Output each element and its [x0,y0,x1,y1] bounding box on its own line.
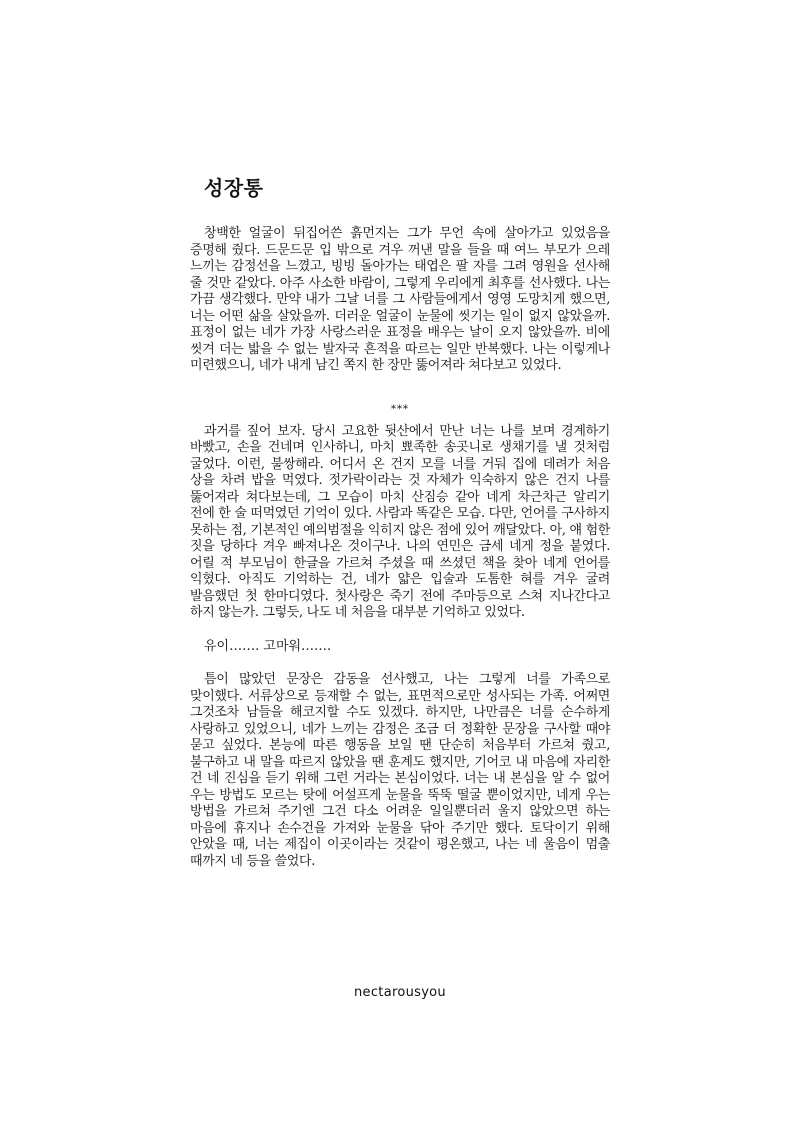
author-name: nectarousyou [354,985,446,1000]
spacer [190,416,610,424]
paragraph-3: 틈이 많았던 문장은 감동을 선사했고, 나는 그렇게 너를 가족으로 맞이했다. 서류상으로 등재할 수 없는, 표면적으로만 성사되는 가족. 어쩌면 그것조차 남들을 해코지할 수도 있겠다. 하지만, 나만큼은 너를 순수하게 사랑하고 있었으니, 네가 느끼는 감정은 조금 더 정확한 문장을 구사할 때야 묻고 싶었다. 본능에 따른 행동을 보일 땐 단순히 처음부터 가르쳐 줬고, 불구하고 내 말을 따르지 않았을 땐 훈계도 했지만, 기어코 내 마음에 자리한 건 네 진심을 듣기 위해 그런 거라는 본심이었다. 너는 내 본심을 알 수 없어 우는 방법도 모르는 탓에 어설프게 눈물을 뚝뚝 떨굴 뿐이었지만, 네게 우는 방법을 가르쳐 주기엔 그건 다소 어려운 일일뿐더러 울지 않았으면 하는 마음에 휴지나 손수건을 가져와 눈물을 닦아 주기만 했다. 토닥이기 위해 안았을 때, 너는 제집이 이곳이라는 것같이 평온했고, 나는 네 울음이 멈출 때까지 네 등을 쓸었다. [190,672,610,869]
spacer [190,375,610,404]
dialogue-line: 유이……. 고마워……. [204,638,332,654]
page-title: 성장통 [204,176,264,200]
story-body [190,226,610,870]
paragraph-1: 창백한 얼굴이 뒤집어쓴 흙먼지는 그가 무언 속에 살아가고 있었음을 증명해 줬다. 드문드문 입 밖으로 겨우 꺼낸 말을 들을 때 여느 부모가 으레 느끼는 감정선을 느꼈고, 빙빙 돌아가는 태엽은 팔 자를 그려 영원을 선사해 줄 것만 같았다. 아주 사소한 바람이, 그렇게 우리에게 최후를 선사했다. 나는 가끔 생각했다. 만약 내가 그날 너를 그 사람들에게서 영영 도망치게 했으면, 너는 어떤 삶을 살았을까. 더러운 얼굴이 눈물에 씻기는 일이 없지 않았을까. 표정이 없는 네가 가장 사랑스러운 표정을 배우는 날이 오지 않았을까. 비에 씻겨 더는 밟을 수 없는 발자국 흔적을 따르는 일만 반복했다. 나는 이렇게나 미련했으니, 네가 내게 남긴 쪽지 한 장만 뚫어져라 쳐다보고 있었다. [190,226,610,373]
section-separator: *** [391,403,409,415]
paragraph-2: 과거를 짚어 보자. 당시 고요한 뒷산에서 만난 너는 나를 보며 경계하기 바빴고, 손을 건네며 인사하니, 마치 뾰족한 송곳니로 생채기를 낼 것처럼 굴었다. 이런, 불쌍해라. 어디서 온 건지 모를 너를 거둬 집에 데려가 처음 상을 차려 밥을 먹였다. 젓가락이라는 것 자체가 익숙하지 않은 건지 나를 뚫어져라 쳐다보는데, 그 모습이 마치 산짐승 같아 네게 차근차근 알리기 전에 한 술 떠먹였던 기억이 있다. 사람과 똑같은 모습. 다만, 언어를 구사하지 못하는 점, 기본적인 예의범절을 익히지 않은 점에 있어 깨달았다. 아, 얘 험한 짓을 당하다 겨우 빠져나온 것이구나. 나의 연민은 금세 네게 정을 붙였다. 어릴 적 부모님이 한글을 가르쳐 주셨을 때 쓰셨던 책을 찾아 네게 언어를 익혔다. 아직도 기억하는 건, 네가 얇은 입술과 도톰한 혀를 겨우 굴려 발음했던 첫 한마디였다. 첫사랑은 죽기 전에 주마등으로 스쳐 지나간다고 하지 않는가. 그렇듯, 나도 네 처음을 대부분 기억하고 있었다. [190,423,610,620]
spacer [190,655,610,672]
spacer [190,622,610,639]
